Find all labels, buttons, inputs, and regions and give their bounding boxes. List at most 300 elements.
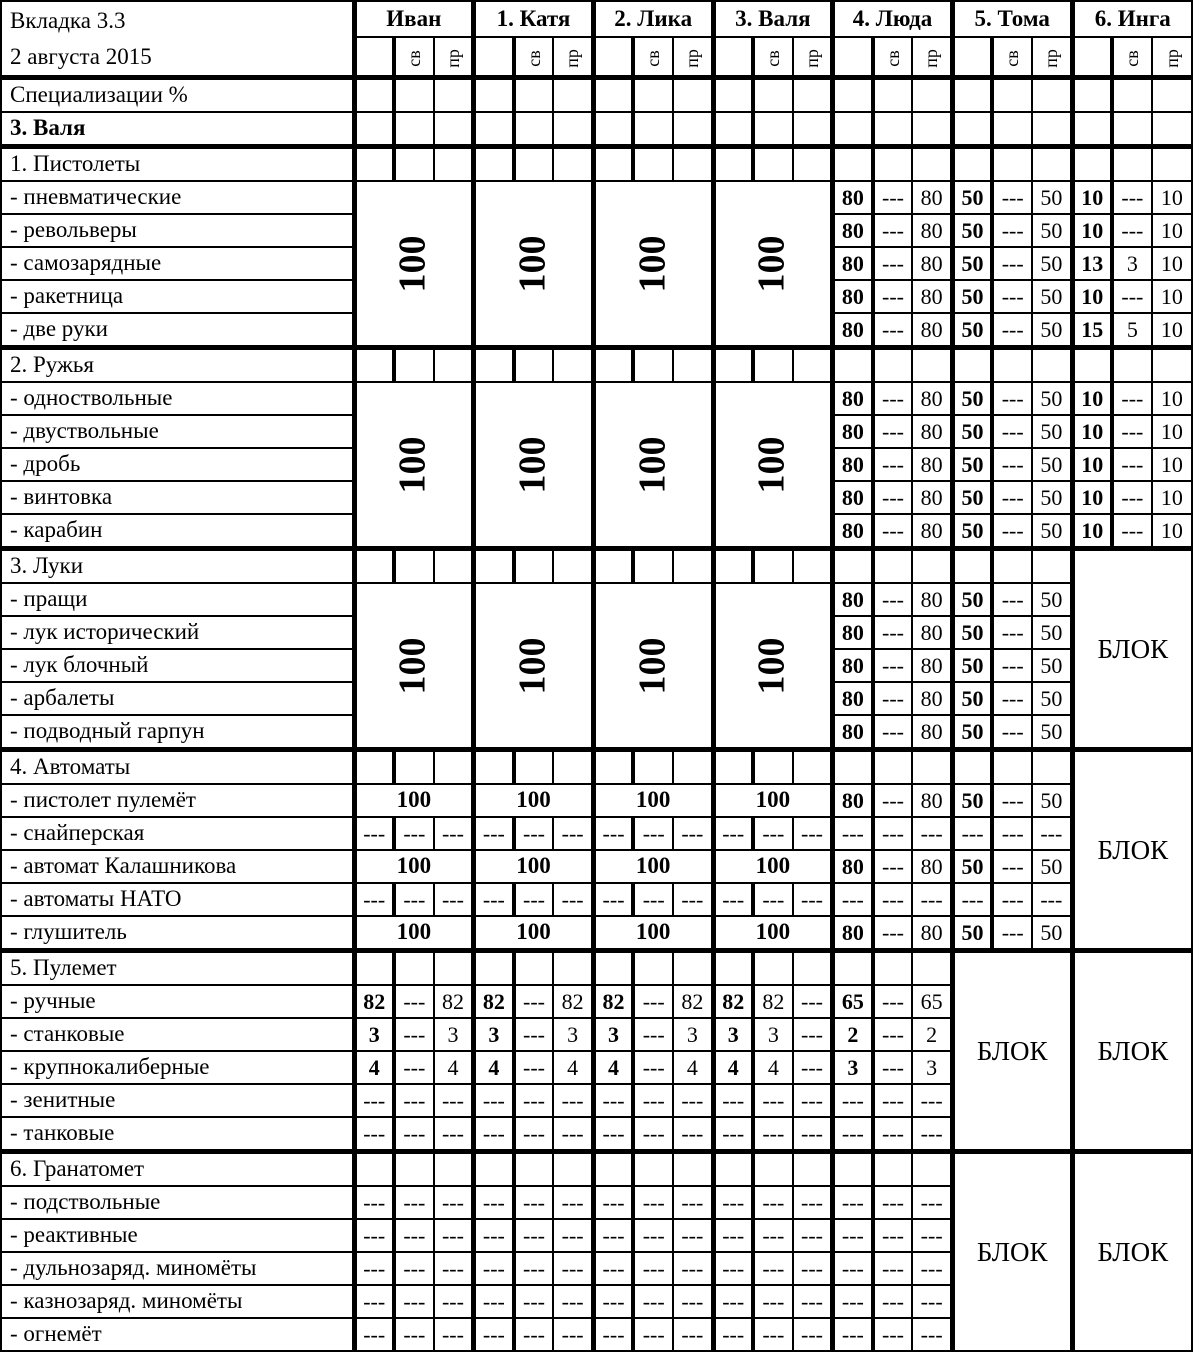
value-cell: ---	[873, 181, 913, 214]
empty-cell	[952, 348, 992, 383]
empty-cell	[394, 750, 434, 785]
value-cell: ---	[1032, 883, 1072, 916]
value-cell: 80	[833, 850, 873, 883]
empty-cell	[1032, 147, 1072, 182]
value-cell: 80	[833, 382, 873, 415]
empty-cell	[593, 37, 633, 78]
merged-100-cell	[593, 583, 713, 750]
value-cell: ---	[912, 1318, 952, 1351]
empty-cell	[952, 37, 992, 78]
value-cell: ---	[354, 1117, 394, 1152]
empty-cell	[474, 78, 514, 113]
value-cell: 4	[434, 1051, 474, 1084]
value-cell: ---	[793, 1252, 833, 1285]
value-cell: ---	[912, 1285, 952, 1318]
value-cell: ---	[992, 181, 1032, 214]
value-cell: 100	[391, 636, 434, 694]
value-cell: ---	[912, 883, 952, 916]
row-label: - снайперская	[1, 817, 354, 850]
value-cell: ---	[1112, 382, 1152, 415]
value-cell: ---	[873, 985, 913, 1018]
empty-cell	[354, 112, 394, 147]
empty-cell	[833, 951, 873, 986]
value-cell: ---	[992, 850, 1032, 883]
value-cell: ---	[1112, 280, 1152, 313]
value-cell: ---	[912, 1084, 952, 1117]
value-cell: ---	[673, 1252, 713, 1285]
empty-cell	[553, 78, 593, 113]
empty-cell	[434, 37, 474, 78]
value-cell: ---	[873, 883, 913, 916]
value-cell: ---	[434, 1084, 474, 1117]
value-cell: ---	[952, 817, 992, 850]
value-cell: ---	[354, 1285, 394, 1318]
value-cell: 80	[912, 514, 952, 549]
value-cell: ---	[992, 514, 1032, 549]
empty-cell	[514, 147, 554, 182]
value-cell: 50	[952, 313, 992, 348]
value-cell: ---	[553, 1117, 593, 1152]
value-cell: 100	[391, 234, 434, 292]
value-cell: 50	[1032, 247, 1072, 280]
value-cell: ---	[793, 1084, 833, 1117]
empty-cell	[633, 951, 673, 986]
value-cell: ---	[354, 1318, 394, 1351]
value-cell: 100	[593, 916, 713, 951]
value-cell: ---	[514, 1186, 554, 1219]
empty-cell	[1112, 112, 1152, 147]
value-cell: 50	[1032, 715, 1072, 750]
empty-cell	[514, 37, 554, 78]
empty-cell	[912, 750, 952, 785]
merged-100-cell	[474, 181, 594, 348]
value-cell: 80	[912, 784, 952, 817]
value-cell: ---	[873, 247, 913, 280]
row-label: - реактивные	[1, 1219, 354, 1252]
value-cell: ---	[434, 1318, 474, 1351]
value-cell: 65	[833, 985, 873, 1018]
empty-cell	[553, 549, 593, 584]
empty-cell	[593, 348, 633, 383]
empty-cell	[354, 549, 394, 584]
empty-cell	[873, 37, 913, 78]
empty-cell	[713, 1152, 753, 1187]
row-label: - самозарядные	[1, 247, 354, 280]
value-cell: 80	[912, 313, 952, 348]
value-cell: ---	[873, 382, 913, 415]
value-cell: ---	[514, 1318, 554, 1351]
value-cell: 80	[912, 247, 952, 280]
value-cell: 100	[750, 234, 793, 292]
value-cell: ---	[753, 1117, 793, 1152]
value-cell: ---	[394, 1252, 434, 1285]
value-cell: 100	[713, 850, 833, 883]
value-cell: ---	[474, 1084, 514, 1117]
value-cell: ---	[793, 883, 833, 916]
empty-cell	[833, 147, 873, 182]
value-cell: 50	[952, 382, 992, 415]
value-cell: 80	[833, 715, 873, 750]
value-cell: ---	[952, 883, 992, 916]
empty-cell	[514, 348, 554, 383]
value-cell: ---	[434, 1252, 474, 1285]
value-cell: 10	[1152, 382, 1192, 415]
value-cell: ---	[873, 1318, 913, 1351]
value-cell: ---	[1112, 181, 1152, 214]
empty-cell	[474, 750, 514, 785]
empty-cell	[912, 549, 952, 584]
empty-cell	[873, 112, 913, 147]
empty-cell	[912, 37, 952, 78]
value-cell: 100	[474, 784, 594, 817]
empty-cell	[1072, 147, 1112, 182]
value-cell: ---	[833, 883, 873, 916]
value-cell: ---	[912, 1117, 952, 1152]
empty-cell	[553, 112, 593, 147]
value-cell: ---	[833, 1285, 873, 1318]
block-cell: БЛОК	[952, 951, 1072, 1152]
value-cell: ---	[873, 214, 913, 247]
value-cell: ---	[992, 883, 1032, 916]
empty-cell	[593, 1152, 633, 1187]
empty-cell	[633, 1152, 673, 1187]
empty-cell	[633, 147, 673, 182]
value-cell: 50	[952, 247, 992, 280]
value-cell: ---	[514, 1051, 554, 1084]
value-cell: 80	[833, 916, 873, 951]
empty-cell	[593, 147, 633, 182]
value-cell: ---	[1112, 448, 1152, 481]
value-cell: 100	[750, 435, 793, 493]
value-cell: 80	[912, 481, 952, 514]
value-cell: 50	[952, 181, 992, 214]
value-cell: ---	[992, 448, 1032, 481]
value-cell: 50	[1032, 649, 1072, 682]
value-cell: ---	[474, 1318, 514, 1351]
value-cell: 50	[1032, 313, 1072, 348]
value-cell: ---	[873, 1051, 913, 1084]
empty-cell	[833, 112, 873, 147]
empty-cell	[1032, 750, 1072, 785]
value-cell: 80	[833, 583, 873, 616]
empty-cell	[793, 348, 833, 383]
sheet-title: Вкладка 3.3	[10, 7, 126, 33]
merged-100-cell	[713, 583, 833, 750]
subcol-sv-label: св	[1002, 50, 1023, 67]
empty-cell	[992, 147, 1032, 182]
row-label: - две руки	[1, 313, 354, 348]
empty-cell	[673, 112, 713, 147]
value-cell: 10	[1072, 181, 1112, 214]
empty-cell	[633, 348, 673, 383]
value-cell: ---	[873, 715, 913, 750]
empty-cell	[474, 549, 514, 584]
value-cell: 10	[1152, 481, 1192, 514]
empty-cell	[474, 37, 514, 78]
empty-cell	[873, 147, 913, 182]
value-cell: ---	[713, 817, 753, 850]
subcol-sv-label: св	[762, 50, 783, 67]
value-cell: ---	[873, 784, 913, 817]
value-cell: 100	[511, 234, 554, 292]
empty-cell	[593, 549, 633, 584]
empty-cell	[394, 37, 434, 78]
value-cell: ---	[394, 1018, 434, 1051]
empty-cell	[992, 78, 1032, 113]
value-cell: ---	[992, 916, 1032, 951]
empty-cell	[434, 549, 474, 584]
value-cell: 50	[1032, 181, 1072, 214]
empty-cell	[713, 147, 753, 182]
value-cell: 3	[673, 1018, 713, 1051]
value-cell: ---	[593, 817, 633, 850]
value-cell: ---	[713, 1285, 753, 1318]
value-cell: 50	[1032, 784, 1072, 817]
value-cell: 80	[912, 649, 952, 682]
value-cell: 100	[593, 784, 713, 817]
empty-cell	[753, 750, 793, 785]
row-label: - пистолет пулемёт	[1, 784, 354, 817]
value-cell: ---	[593, 1285, 633, 1318]
merged-100-cell	[474, 382, 594, 549]
value-cell: ---	[793, 1219, 833, 1252]
title-cell	[1, 1, 354, 78]
value-cell: 50	[952, 850, 992, 883]
row-label: - глушитель	[1, 916, 354, 951]
value-cell: 100	[511, 435, 554, 493]
empty-cell	[514, 549, 554, 584]
value-cell: 100	[631, 636, 674, 694]
row-label: - винтовка	[1, 481, 354, 514]
empty-cell	[434, 1152, 474, 1187]
value-cell: ---	[593, 1084, 633, 1117]
empty-cell	[992, 112, 1032, 147]
value-cell: 80	[833, 682, 873, 715]
value-cell: 3	[833, 1051, 873, 1084]
value-cell: ---	[593, 1117, 633, 1152]
empty-cell	[354, 78, 394, 113]
block-cell: БЛОК	[1072, 1152, 1192, 1352]
value-cell: 50	[1032, 448, 1072, 481]
value-cell: 3	[912, 1051, 952, 1084]
value-cell: 100	[474, 850, 594, 883]
value-cell: 50	[952, 784, 992, 817]
value-cell: ---	[514, 817, 554, 850]
value-cell: ---	[553, 1318, 593, 1351]
row-label: - подводный гарпун	[1, 715, 354, 750]
value-cell: ---	[474, 1117, 514, 1152]
empty-cell	[1032, 37, 1072, 78]
row-label: - ручные	[1, 985, 354, 1018]
value-cell: 82	[553, 985, 593, 1018]
value-cell: 4	[354, 1051, 394, 1084]
value-cell: ---	[753, 817, 793, 850]
merged-100-cell	[713, 181, 833, 348]
value-cell: 10	[1072, 514, 1112, 549]
empty-cell	[673, 951, 713, 986]
value-cell: 100	[631, 234, 674, 292]
value-cell: ---	[434, 1219, 474, 1252]
value-cell: ---	[753, 1252, 793, 1285]
value-cell: ---	[873, 817, 913, 850]
empty-cell	[673, 348, 713, 383]
value-cell: ---	[553, 883, 593, 916]
value-cell: ---	[793, 1186, 833, 1219]
empty-cell	[673, 750, 713, 785]
empty-cell	[514, 750, 554, 785]
value-cell: 80	[912, 448, 952, 481]
value-cell: 100	[750, 636, 793, 694]
empty-cell	[873, 1152, 913, 1187]
empty-cell	[553, 750, 593, 785]
value-cell: ---	[992, 481, 1032, 514]
value-cell: ---	[673, 1318, 713, 1351]
value-cell: ---	[354, 1084, 394, 1117]
value-cell: ---	[673, 1285, 713, 1318]
empty-cell	[753, 37, 793, 78]
value-cell: ---	[633, 1318, 673, 1351]
empty-cell	[713, 951, 753, 986]
empty-cell	[1072, 112, 1112, 147]
value-cell: ---	[474, 1252, 514, 1285]
empty-cell	[793, 951, 833, 986]
value-cell: ---	[713, 1186, 753, 1219]
value-cell: ---	[633, 817, 673, 850]
value-cell: 4	[673, 1051, 713, 1084]
value-cell: 100	[391, 435, 434, 493]
value-cell: ---	[434, 1117, 474, 1152]
value-cell: ---	[713, 1219, 753, 1252]
row-label: - лук исторический	[1, 616, 354, 649]
value-cell: ---	[673, 1186, 713, 1219]
value-cell: 10	[1152, 448, 1192, 481]
value-cell: 80	[833, 616, 873, 649]
empty-cell	[873, 951, 913, 986]
value-cell: ---	[673, 817, 713, 850]
value-cell: 10	[1152, 313, 1192, 348]
value-cell: 80	[912, 214, 952, 247]
value-cell: 65	[912, 985, 952, 1018]
empty-cell	[912, 348, 952, 383]
value-cell: ---	[873, 1186, 913, 1219]
value-cell: ---	[992, 280, 1032, 313]
row-label: - карабин	[1, 514, 354, 549]
empty-cell	[474, 112, 514, 147]
value-cell: 80	[912, 916, 952, 951]
value-cell: 10	[1152, 214, 1192, 247]
empty-cell	[992, 750, 1032, 785]
value-cell: ---	[593, 1318, 633, 1351]
empty-cell	[833, 549, 873, 584]
value-cell: 50	[952, 514, 992, 549]
value-cell: ---	[873, 649, 913, 682]
value-cell: 80	[833, 214, 873, 247]
empty-cell	[833, 37, 873, 78]
value-cell: 4	[593, 1051, 633, 1084]
empty-cell	[1152, 78, 1192, 113]
empty-cell	[1072, 348, 1112, 383]
empty-cell	[753, 1152, 793, 1187]
value-cell: 100	[354, 784, 474, 817]
empty-cell	[394, 951, 434, 986]
block-cell: БЛОК	[1072, 951, 1192, 1152]
value-cell: ---	[633, 1051, 673, 1084]
empty-cell	[873, 78, 913, 113]
empty-cell	[753, 348, 793, 383]
value-cell: 50	[952, 715, 992, 750]
value-cell: ---	[753, 883, 793, 916]
value-cell: ---	[474, 1219, 514, 1252]
person-name: 3. Валя	[713, 1, 833, 37]
row-label: - ракетница	[1, 280, 354, 313]
value-cell: 50	[1032, 280, 1072, 313]
empty-cell	[713, 348, 753, 383]
empty-cell	[1072, 37, 1112, 78]
value-cell: 100	[713, 916, 833, 951]
value-cell: ---	[633, 1084, 673, 1117]
empty-cell	[793, 147, 833, 182]
empty-cell	[394, 112, 434, 147]
value-cell: 82	[593, 985, 633, 1018]
value-cell: ---	[992, 415, 1032, 448]
value-cell: ---	[992, 247, 1032, 280]
empty-cell	[673, 549, 713, 584]
value-cell: ---	[553, 1252, 593, 1285]
value-cell: ---	[873, 916, 913, 951]
value-cell: 82	[434, 985, 474, 1018]
value-cell: ---	[833, 817, 873, 850]
subcol-pr-label: пр	[801, 49, 822, 68]
value-cell: 50	[1032, 415, 1072, 448]
empty-cell	[793, 549, 833, 584]
value-cell: 3	[1112, 247, 1152, 280]
value-cell: 50	[1032, 682, 1072, 715]
empty-cell	[394, 78, 434, 113]
value-cell: 50	[1032, 616, 1072, 649]
value-cell: 100	[593, 850, 713, 883]
value-cell: ---	[1112, 481, 1152, 514]
empty-cell	[833, 348, 873, 383]
value-cell: 10	[1072, 481, 1112, 514]
value-cell: 10	[1152, 280, 1192, 313]
merged-100-cell	[593, 382, 713, 549]
value-cell: ---	[873, 280, 913, 313]
value-cell: 80	[833, 181, 873, 214]
value-cell: 80	[912, 616, 952, 649]
value-cell: ---	[354, 1252, 394, 1285]
value-cell: ---	[553, 1285, 593, 1318]
empty-cell	[553, 1152, 593, 1187]
value-cell: ---	[992, 649, 1032, 682]
value-cell: 50	[1032, 214, 1072, 247]
value-cell: ---	[873, 850, 913, 883]
value-cell: 50	[952, 916, 992, 951]
value-cell: 10	[1152, 514, 1192, 549]
empty-cell	[793, 37, 833, 78]
row-label: - зенитные	[1, 1084, 354, 1117]
value-cell: 80	[833, 784, 873, 817]
value-cell: ---	[553, 817, 593, 850]
value-cell: ---	[394, 1285, 434, 1318]
value-cell: ---	[753, 1084, 793, 1117]
value-cell: ---	[992, 583, 1032, 616]
value-cell: ---	[833, 1318, 873, 1351]
value-cell: ---	[992, 784, 1032, 817]
empty-cell	[514, 1152, 554, 1187]
value-cell: ---	[793, 985, 833, 1018]
empty-cell	[553, 147, 593, 182]
value-cell: ---	[434, 1186, 474, 1219]
